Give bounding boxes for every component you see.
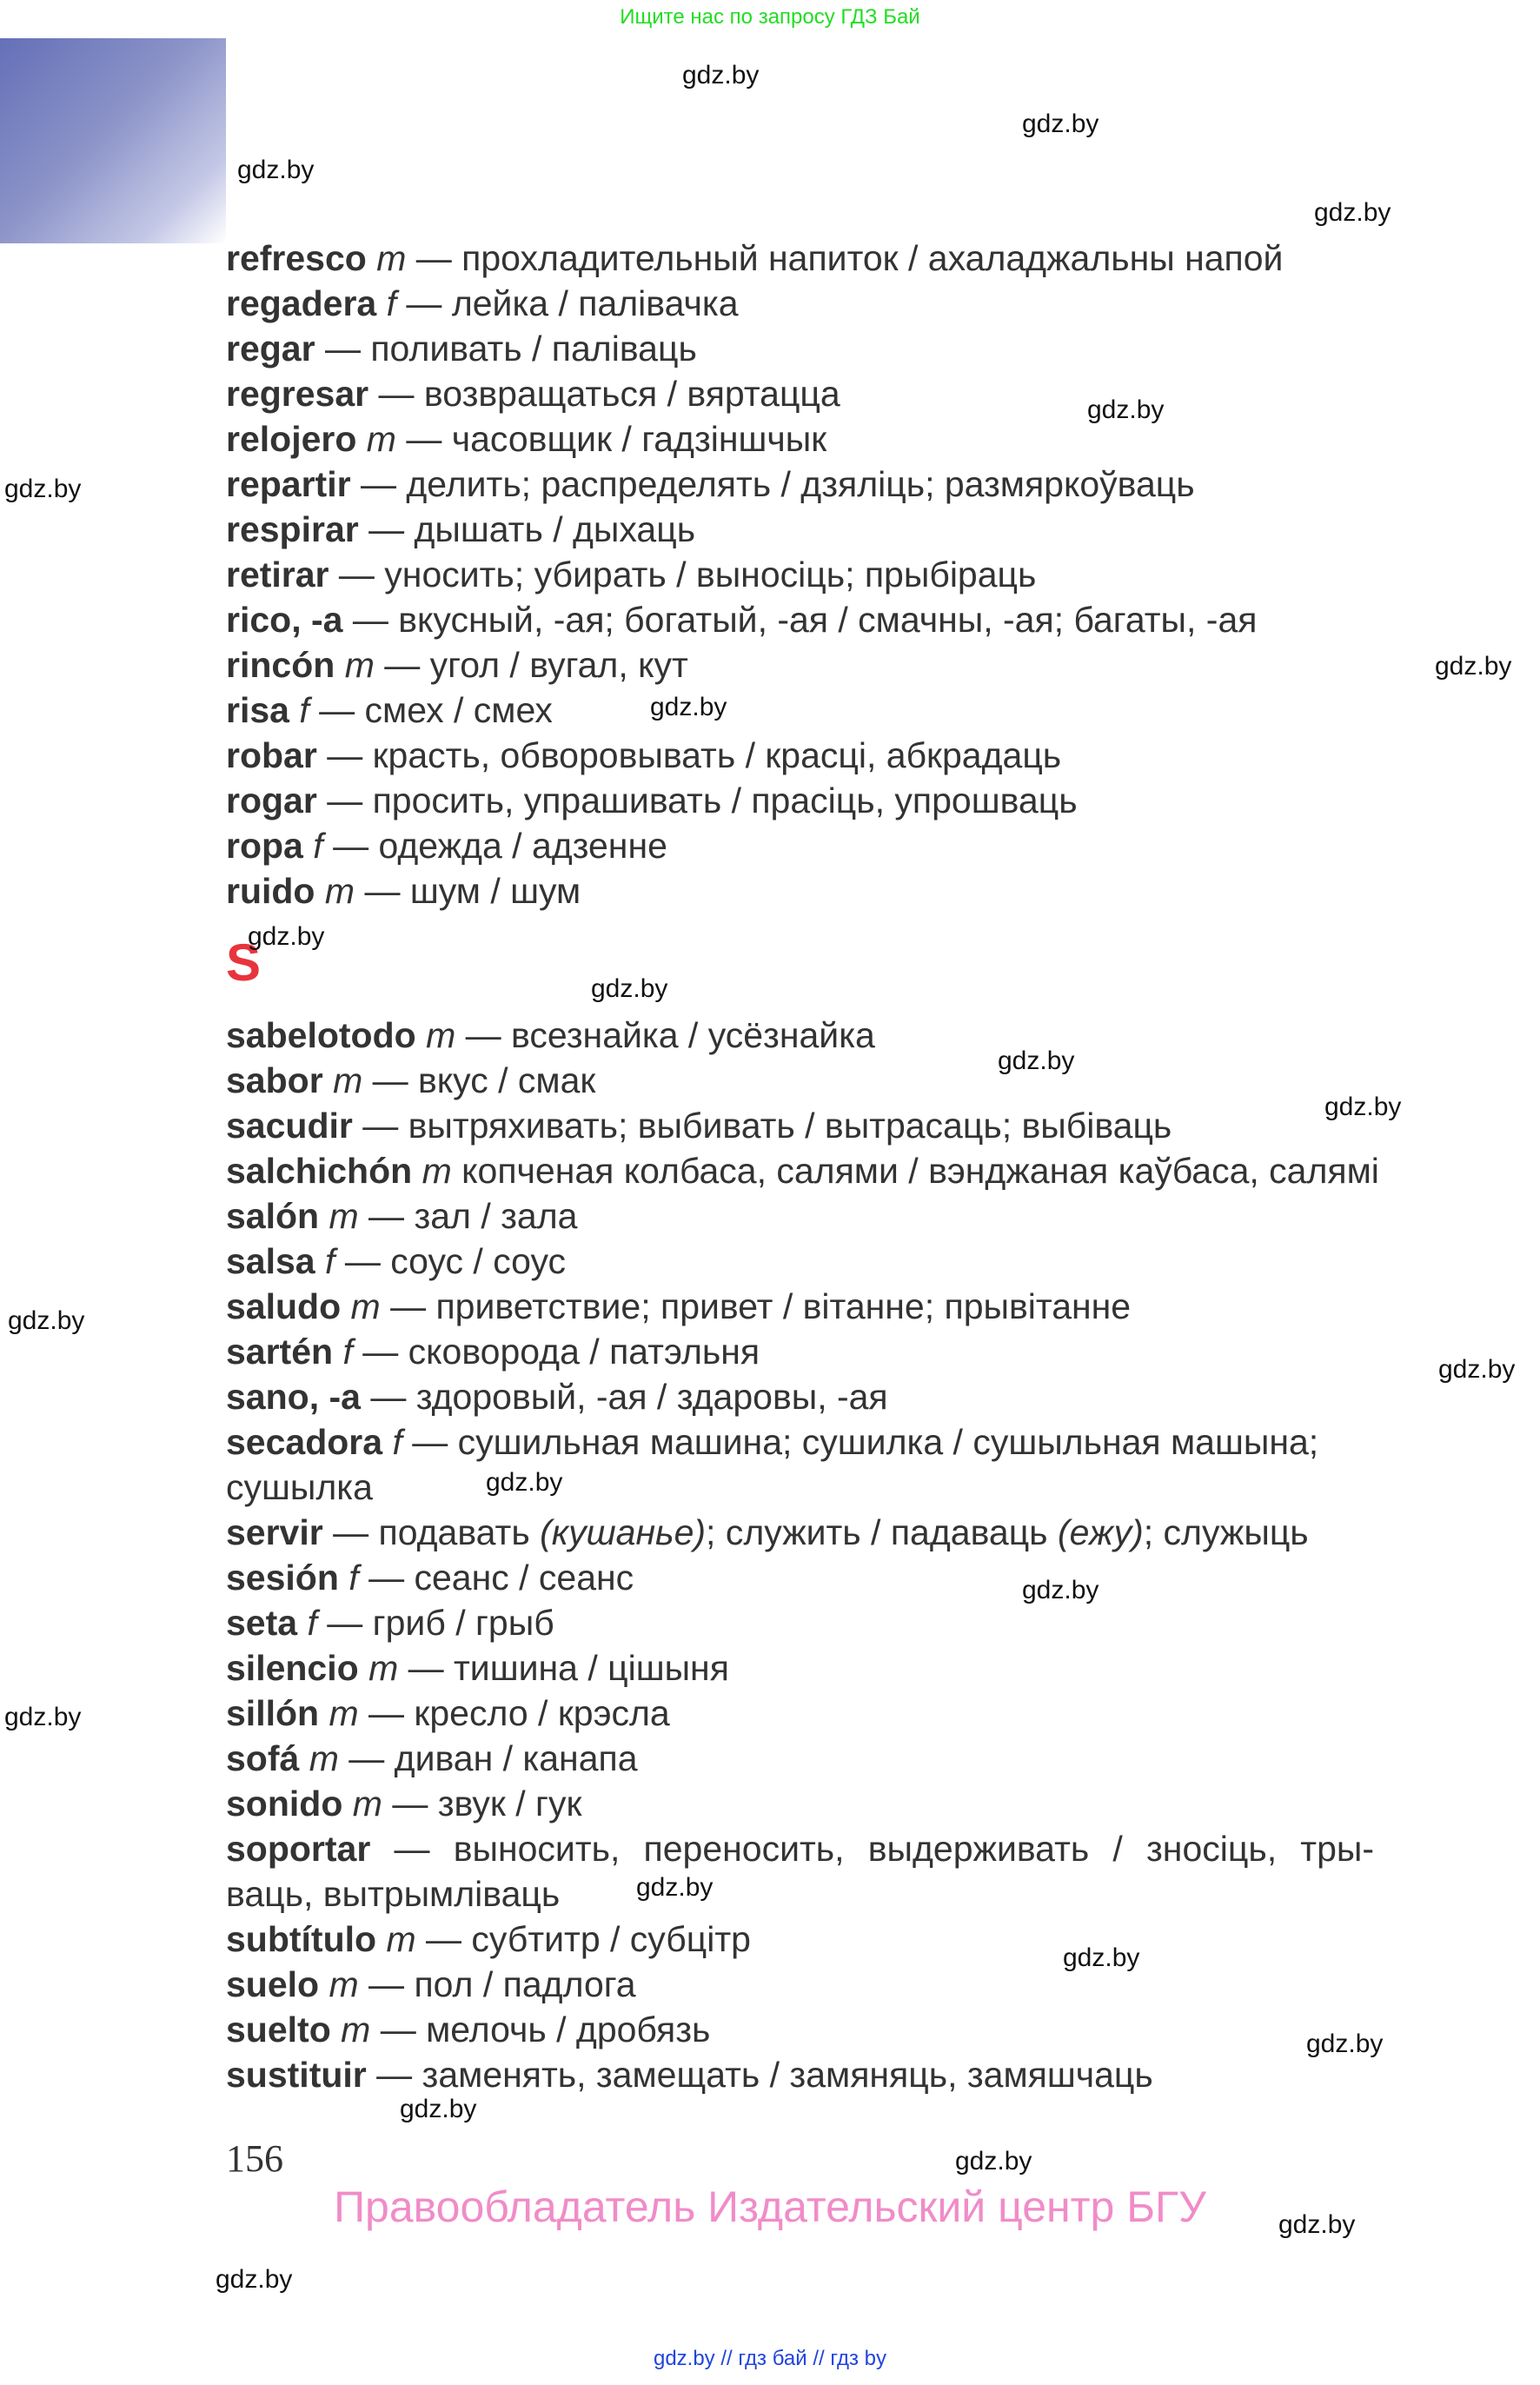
dictionary-entry [226,1284,1391,1329]
translation-text: — тишина / цішыня [398,1648,729,1688]
entry-continuation: сушылка [226,1467,373,1507]
watermark-gdz: gdz.by [955,2147,1032,2176]
translation-text: — шум / шум [355,871,581,911]
gender-marker: m [309,1738,339,1778]
headword: silencio [226,1648,359,1688]
gender-marker: m [341,2010,371,2050]
gender-marker: m [376,238,407,278]
watermark-gdz: gdz.by [1438,1355,1516,1384]
headword: ropa [226,826,303,866]
footer-links[interactable]: gdz.by // гдз бай // гдз by [653,2347,887,2370]
gender-marker: f [386,283,397,323]
translation-text: — поливать / паліваць [315,329,697,369]
translation-text: — просить, упрашивать / прасіць, упрошваць [316,781,1078,820]
translation-text: копченая колбаса, салями / вэнджаная каўбаса, салямі [451,1151,1379,1191]
translation-text: — вкусный, -ая; богатый, -ая / смачны, -ая; багаты, -ая [342,600,1258,640]
translation-text: — угол / вугал, кут [374,645,688,685]
dictionary-entry [226,371,1391,416]
headword: seta [226,1603,298,1643]
watermark-gdz: gdz.by [4,475,82,503]
gender-marker: f [348,1558,359,1598]
watermark-gdz: gdz.by [1087,395,1165,424]
headword: salsa [226,1241,315,1281]
dictionary-entry [226,642,1391,688]
watermark-gdz: gdz.by [1022,1576,1099,1604]
gender-marker: m [329,1964,359,2004]
dictionary-entry [226,1826,1374,1871]
copyright-notice: Правообладатель Издательский центр БГУ [334,2182,1206,2231]
watermark-gdz: gdz.by [1324,1093,1402,1121]
dictionary-entry [226,462,1391,507]
headword: sillón [226,1693,320,1733]
dictionary-entry [226,236,1391,281]
translation-text: — кресло / крэсла [358,1693,670,1733]
watermark-gdz: gdz.by [216,2265,293,2294]
translation-text: — диван / канапа [338,1738,638,1778]
translation-text: (ежу) [1057,1512,1144,1552]
dictionary-entry [226,597,1391,642]
gender-marker: m [366,419,396,459]
dictionary-entry [226,1736,1391,1781]
headword: regadera [226,283,377,323]
translation-text: — соус / соус [335,1241,567,1281]
watermark-gdz: gdz.by [650,693,727,721]
watermark-gdz: gdz.by [591,974,668,1003]
search-hint-banner: Ищите нас по запросу ГДЗ Бай [620,5,920,29]
watermark-gdz: gdz.by [998,1046,1075,1075]
watermark-gdz: gdz.by [237,156,315,184]
watermark-gdz: gdz.by [682,61,760,90]
dictionary-entry [226,1600,1391,1645]
watermark-gdz: gdz.by [248,922,325,951]
translation-text: — субтитр / субцітр [415,1919,751,1959]
headword: ruido [226,871,315,911]
headword: sustituir [226,2055,367,2095]
translation-text: — вкус / смак [362,1060,596,1100]
dictionary-entry [226,1555,1391,1600]
headword: suelto [226,2010,331,2050]
headword: rogar [226,781,317,820]
dictionary-entry [226,2052,1391,2097]
watermark-gdz: gdz.by [1314,198,1391,227]
translation-text: (кушанье) [540,1512,707,1552]
translation-text: — гриб / грыб [316,1603,554,1643]
watermark-gdz: gdz.by [4,1703,82,1731]
translation-text: — выносить, переносить, выдерживать / зносіць, тры- [370,1829,1374,1869]
gender-marker: f [392,1422,402,1462]
translation-text: — зал / зала [358,1196,578,1236]
dictionary-entry [226,326,1391,371]
headword: refresco [226,238,367,278]
gender-marker: m [368,1648,399,1688]
dictionary-entry [226,552,1391,597]
translation-text: — звук / гук [382,1784,582,1824]
headword: salchichón [226,1151,413,1191]
headword: servir [226,1512,323,1552]
headword: suelo [226,1964,320,2004]
headword: rico, -a [226,600,343,640]
watermark-gdz: gdz.by [1278,2210,1356,2239]
dictionary-entry [226,281,1391,326]
gender-marker: m [329,1693,359,1733]
translation-text: — возвращаться / вяртацца [368,374,840,414]
watermark-gdz: gdz.by [1022,110,1099,138]
headword: retirar [226,555,329,595]
gender-marker: m [333,1060,363,1100]
dictionary-entry [226,2007,1391,2052]
translation-text: — сковорода / патэльня [352,1332,760,1372]
gender-marker: m [426,1015,456,1055]
translation-text: — мелочь / дробязь [370,2010,711,2050]
headword: robar [226,735,317,775]
dictionary-entry [226,1239,1391,1284]
translation-text: — сушильная машина; сушилка / сушыльная машына; [402,1422,1319,1462]
dictionary-entry [226,733,1391,778]
dictionary-entry [226,1193,1391,1239]
headword: respirar [226,509,359,549]
dictionary-list [226,236,1391,2097]
headword: salón [226,1196,320,1236]
dictionary-entry [226,1058,1391,1103]
dictionary-entry [226,688,1391,733]
headword: soportar [226,1829,371,1869]
dictionary-entry [226,1645,1391,1691]
gender-marker: f [325,1241,335,1281]
translation-text: — всезнайка / усёзнайка [455,1015,875,1055]
gender-marker: m [329,1196,359,1236]
translation-text: — приветствие; привет / вітанне; прывітанне [380,1286,1132,1326]
dictionary-entry [226,1510,1391,1555]
dictionary-entry [226,1374,1391,1419]
dictionary-entry [226,1103,1391,1148]
translation-text: — сеанс / сеанс [358,1558,634,1598]
gender-marker: m [344,645,375,685]
headword: subtítulo [226,1919,377,1959]
dictionary-entry [226,1013,1391,1058]
headword: sartén [226,1332,334,1372]
gender-marker: m [422,1151,452,1191]
gender-marker: m [386,1919,416,1959]
gender-marker: f [307,1603,317,1643]
headword: sabelotodo [226,1015,416,1055]
dictionary-entry [226,868,1391,913]
gender-marker: f [313,826,323,866]
translation-text: — делить; распределять / дзяліць; размяркоўваць [350,464,1195,504]
headword: rincón [226,645,335,685]
watermark-gdz: gdz.by [1063,1943,1140,1972]
headword: relojero [226,419,357,459]
entry-continuation: ваць, вытрымліваць [226,1874,561,1914]
dictionary-entry [226,1691,1391,1736]
headword: sofá [226,1738,300,1778]
translation-text: — часовщик / гадзіншчык [395,419,827,459]
corner-gradient-decoration [0,38,226,243]
page-number: 156 [226,2137,283,2180]
dictionary-entry [226,1148,1391,1193]
dictionary-entry [226,416,1391,462]
translation-text: — дышать / дыхаць [358,509,696,549]
letter-heading: S [226,933,262,992]
dictionary-entry [226,1962,1391,2007]
gender-marker: m [324,871,355,911]
translation-text: ; служить / падаваць [706,1512,1058,1552]
headword: regar [226,329,315,369]
dictionary-entry [226,1917,1391,1962]
translation-text: — одежда / адзенне [322,826,667,866]
translation-text: ; служыць [1143,1512,1309,1552]
headword: sabor [226,1060,323,1100]
watermark-gdz: gdz.by [1306,2030,1384,2058]
translation-text: — лейка / палівачка [396,283,739,323]
dictionary-entry [226,1781,1391,1826]
headword: sacudir [226,1106,353,1146]
headword: sano, -a [226,1377,361,1417]
gender-marker: f [342,1332,353,1372]
watermark-gdz: gdz.by [486,1468,563,1497]
dictionary-entry [226,507,1391,552]
watermark-gdz: gdz.by [1435,652,1512,681]
translation-text: — прохладительный напиток / ахаладжальны напой [406,238,1284,278]
headword: saludo [226,1286,342,1326]
headword: secadora [226,1422,383,1462]
translation-text: — смех / смех [309,690,553,730]
translation-text: — уносить; убирать / выносіць; прыбіраць [329,555,1037,595]
gender-marker: f [299,690,309,730]
dictionary-entry [226,778,1391,823]
watermark-gdz: gdz.by [8,1306,85,1335]
translation-text: — красть, обворовывать / красці, абкрадаць [316,735,1062,775]
gender-marker: m [350,1286,381,1326]
headword: repartir [226,464,351,504]
gender-marker: m [352,1784,382,1824]
watermark-gdz: gdz.by [400,2095,477,2123]
headword: risa [226,690,289,730]
translation-text: — вытряхивать; выбивать / вытрасаць; выбіваць [352,1106,1172,1146]
headword: regresar [226,374,369,414]
translation-text: — подавать [322,1512,541,1552]
dictionary-entry [226,823,1391,868]
headword: sesión [226,1558,339,1598]
watermark-gdz: gdz.by [636,1873,714,1902]
dictionary-entry [226,1419,1391,1465]
translation-text: — здоровый, -ая / здаровы, -ая [360,1377,888,1417]
translation-text: — заменять, замещать / замяняць, замяшчаць [366,2055,1153,2095]
dictionary-entry [226,1329,1391,1374]
translation-text: — пол / падлога [358,1964,636,2004]
headword: sonido [226,1784,343,1824]
